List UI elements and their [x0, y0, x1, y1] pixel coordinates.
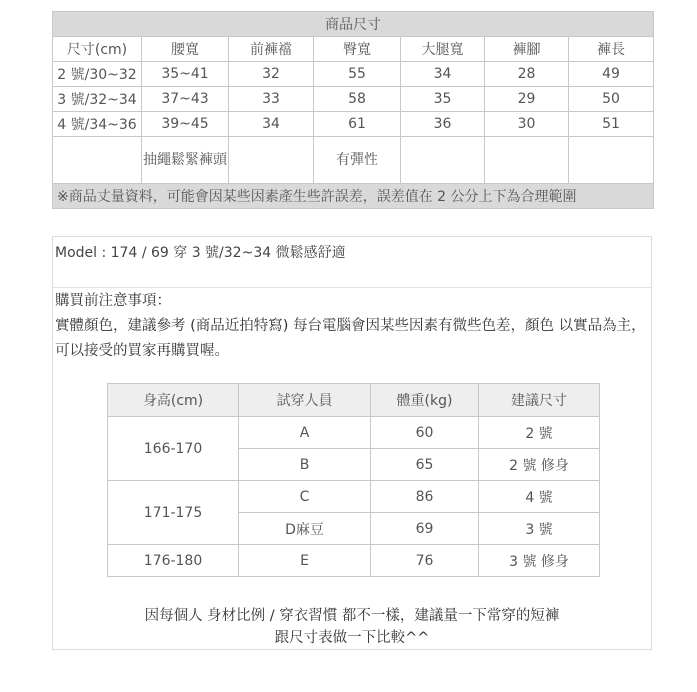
size-cell: 34	[401, 62, 485, 87]
fit-row	[108, 545, 600, 577]
model-info: Model : 174 / 69 穿 3 號/32~34 微鬆感舒適	[55, 245, 346, 261]
size-header: 褲腳	[485, 37, 569, 62]
fit-header: 身高(cm)	[108, 384, 239, 417]
size-row	[53, 112, 654, 137]
fit-tester: D麻豆	[239, 513, 371, 545]
size-header: 臀寬	[314, 37, 401, 62]
size-cell: 49	[569, 62, 654, 87]
closing-note	[53, 605, 651, 649]
fit-height: 166-170	[108, 417, 239, 481]
size-cell: 35	[401, 87, 485, 112]
size-cell: 35~41	[142, 62, 229, 87]
fit-height: 176-180	[108, 545, 239, 577]
divider	[53, 287, 651, 288]
size-cell: 51	[569, 112, 654, 137]
size-cell: 29	[485, 87, 569, 112]
fit-size: 3 號 修身	[479, 545, 600, 577]
size-cell: 39~45	[142, 112, 229, 137]
fit-weight: 60	[371, 417, 479, 449]
notice-title: 購買前注意事項：	[55, 293, 171, 309]
size-cell: 58	[314, 87, 401, 112]
size-cell: 37~43	[142, 87, 229, 112]
fit-header: 體重(kg)	[371, 384, 479, 417]
size-cell: 3 號/32~34	[53, 87, 142, 112]
size-row	[53, 87, 654, 112]
size-note	[53, 137, 142, 184]
info-box	[52, 236, 652, 650]
size-header: 腰寬	[142, 37, 229, 62]
size-note-stretch: 有彈性	[314, 137, 401, 184]
size-cell: 36	[401, 112, 485, 137]
notice-body: 實體顏色，建議參考 (商品近拍特寫) 每台電腦會因某些因素有微些色差，顏色 以實品為主，可以接受的買家再購買喔。	[55, 318, 646, 359]
size-note	[569, 137, 654, 184]
size-header: 大腿寬	[401, 37, 485, 62]
fit-row	[108, 417, 600, 449]
fit-weight: 65	[371, 449, 479, 481]
fit-weight: 86	[371, 481, 479, 513]
fit-tester: A	[239, 417, 371, 449]
size-note-waist: 抽繩鬆緊褲頭	[142, 137, 229, 184]
size-cell: 50	[569, 87, 654, 112]
fit-table	[107, 383, 600, 577]
size-cell: 61	[314, 112, 401, 137]
size-header: 褲長	[569, 37, 654, 62]
fit-weight: 76	[371, 545, 479, 577]
size-note	[485, 137, 569, 184]
fit-tester: E	[239, 545, 371, 577]
size-cell: 30	[485, 112, 569, 137]
size-note	[229, 137, 314, 184]
size-footnote: ※商品丈量資料，可能會因某些因素產生些許誤差，誤差值在 2 公分上下為合理範圍	[53, 184, 654, 209]
fit-height: 171-175	[108, 481, 239, 545]
size-cell: 32	[229, 62, 314, 87]
size-cell: 2 號/30~32	[53, 62, 142, 87]
fit-weight: 69	[371, 513, 479, 545]
size-cell: 4 號/34~36	[53, 112, 142, 137]
size-table	[52, 11, 654, 209]
size-table-title: 商品尺寸	[53, 12, 654, 37]
fit-size: 2 號 修身	[479, 449, 600, 481]
fit-header: 建議尺寸	[479, 384, 600, 417]
fit-tester: B	[239, 449, 371, 481]
size-row	[53, 62, 654, 87]
closing-line: 因每個人 身材比例 / 穿衣習慣 都不一樣，建議量一下常穿的短褲	[144, 608, 560, 624]
fit-size: 4 號	[479, 481, 600, 513]
fit-tester: C	[239, 481, 371, 513]
fit-header: 試穿人員	[239, 384, 371, 417]
size-cell: 34	[229, 112, 314, 137]
size-header: 前褲襠	[229, 37, 314, 62]
size-note	[401, 137, 485, 184]
size-cell: 55	[314, 62, 401, 87]
size-header: 尺寸(cm)	[53, 37, 142, 62]
fit-size: 3 號	[479, 513, 600, 545]
closing-line: 跟尺寸表做一下比較^^	[274, 630, 430, 646]
fit-row	[108, 481, 600, 513]
size-notes-row	[53, 137, 654, 184]
purchase-notice	[55, 289, 649, 364]
size-cell: 33	[229, 87, 314, 112]
fit-size: 2 號	[479, 417, 600, 449]
size-cell: 28	[485, 62, 569, 87]
